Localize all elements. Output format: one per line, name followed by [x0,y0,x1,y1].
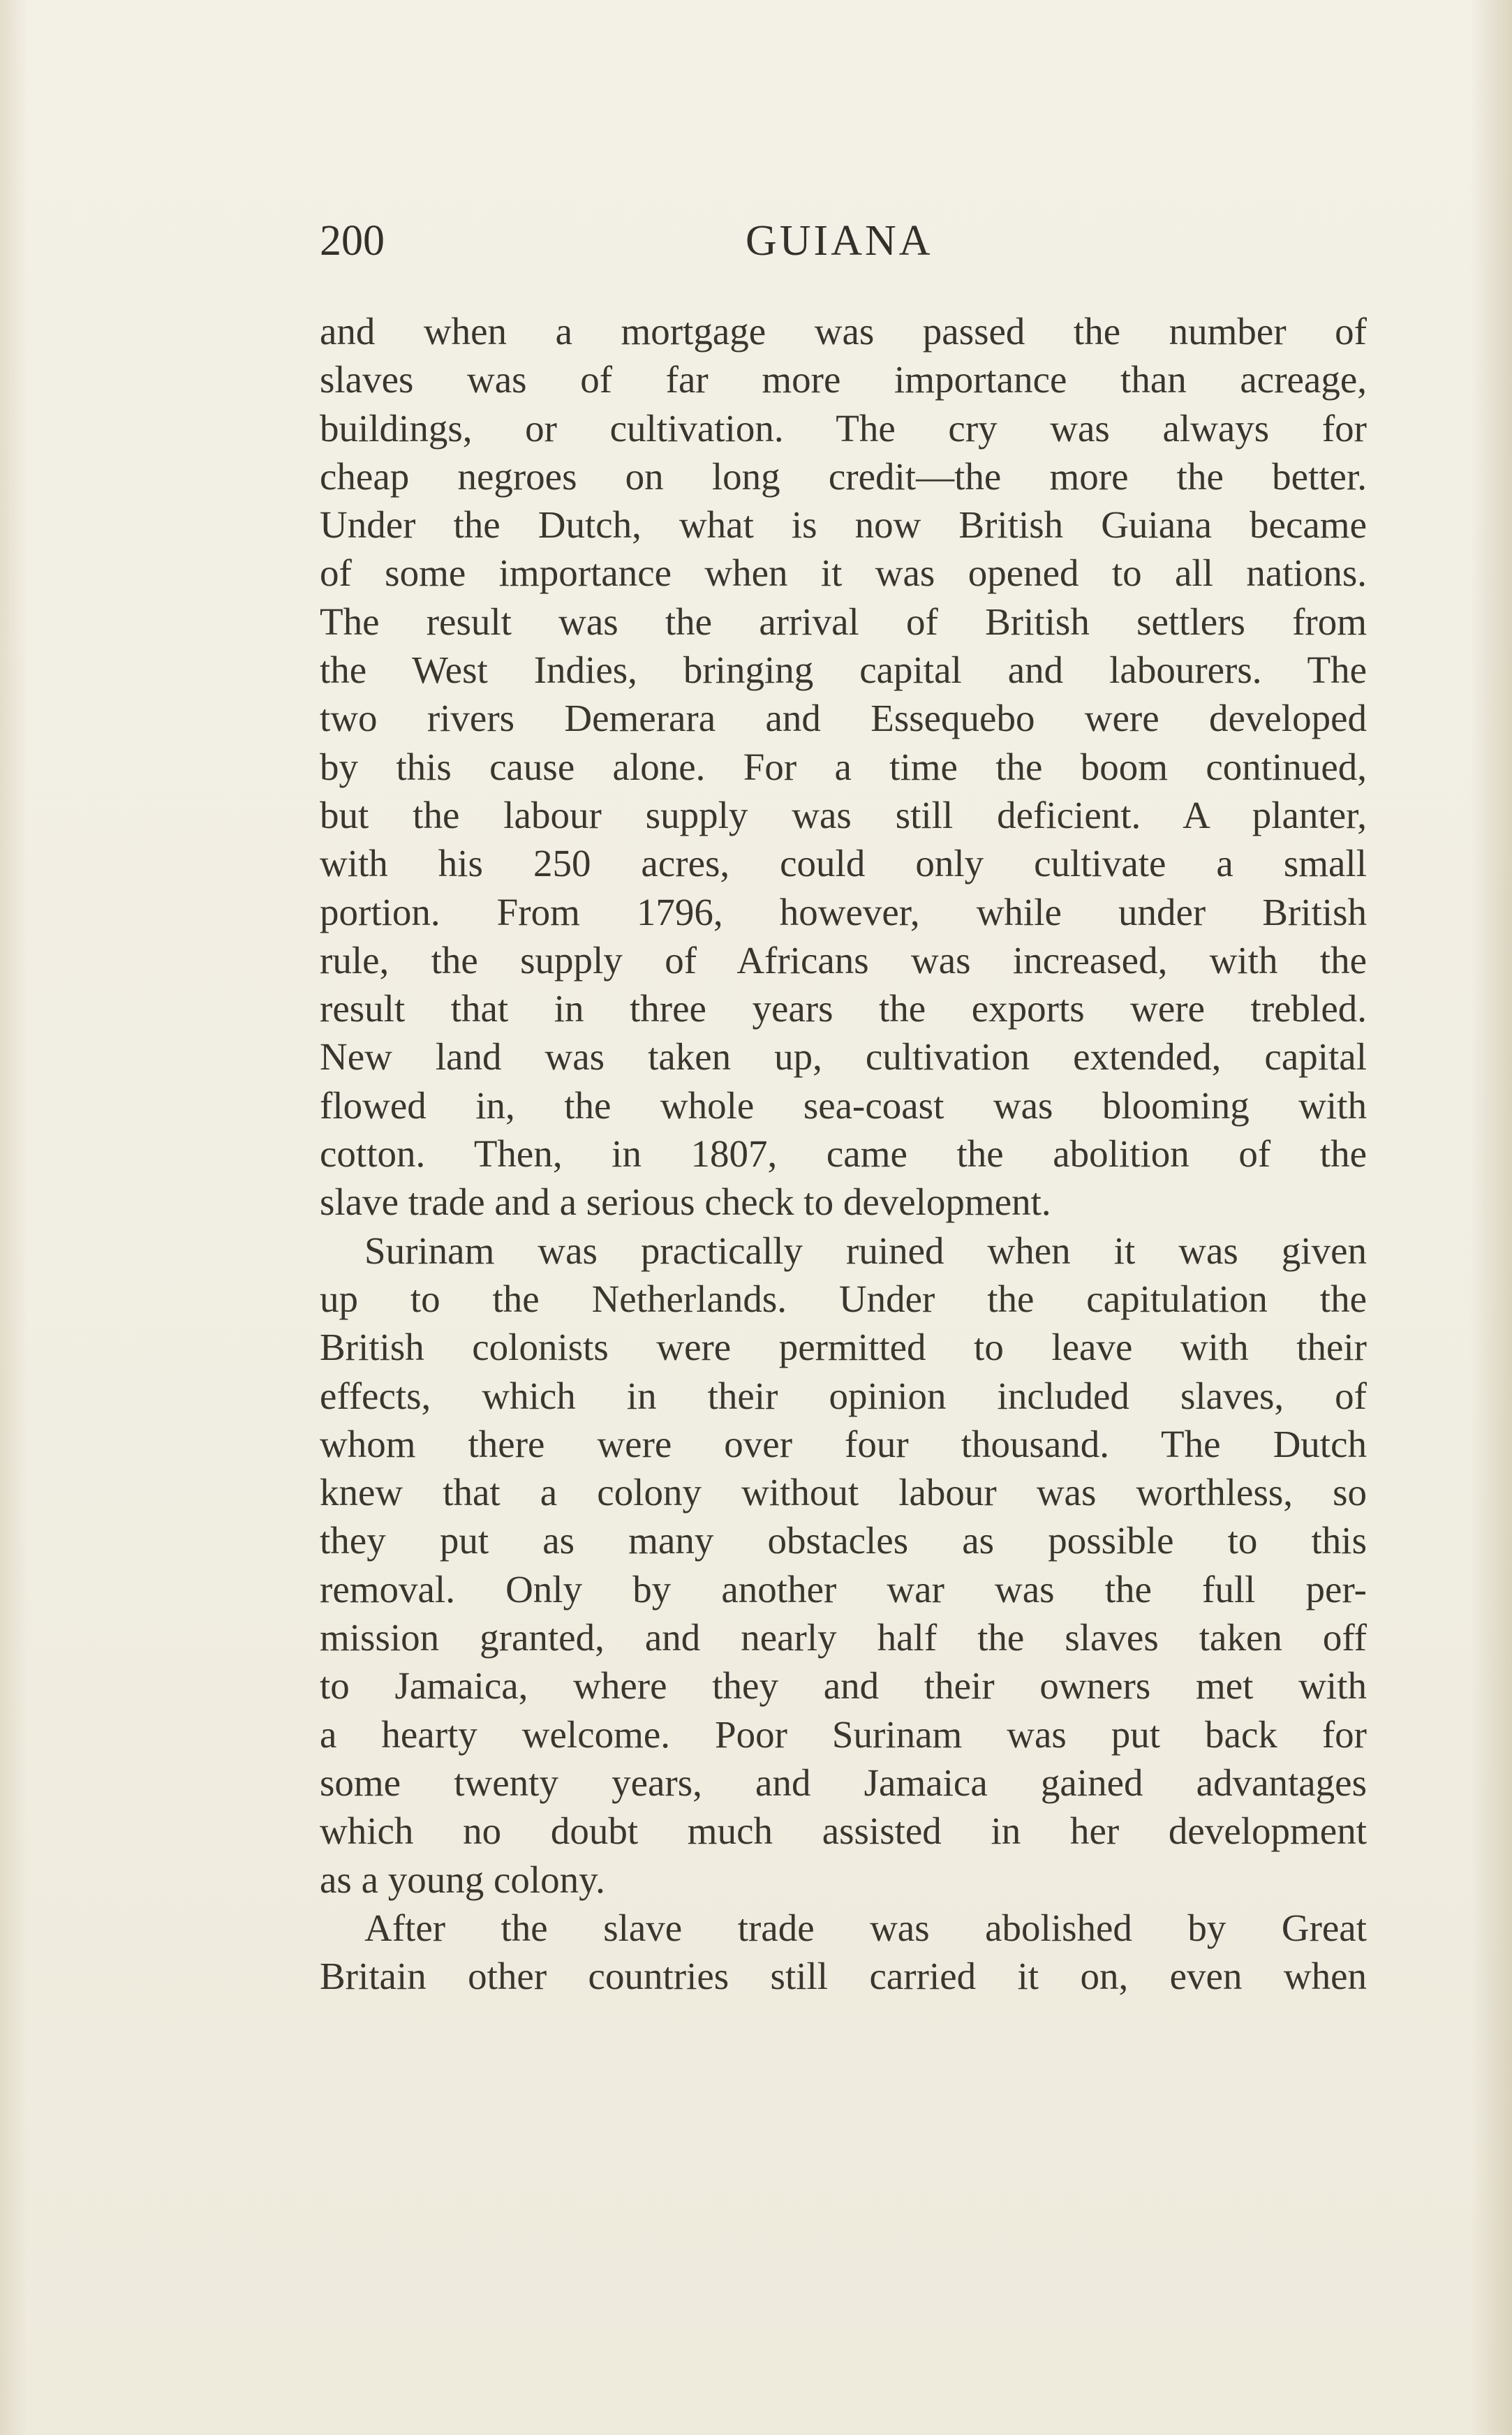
text-line: two rivers Demerara and Essequebo were developed [320,697,1367,740]
text-line: as a young colony. [320,1858,605,1901]
text-line: After the slave trade was abolished by Great [364,1906,1367,1949]
text-line: New land was taken up, cultivation extended, capital [320,1035,1367,1079]
text-line: by this cause alone. For a time the boom continued, [320,745,1367,788]
text-line: rule, the supply of Africans was increased, with the [320,938,1367,982]
text-line: a hearty welcome. Poor Surinam was put back for [320,1712,1367,1756]
text-line: knew that a colony without labour was worthless, so [320,1471,1367,1514]
text-line: cheap negroes on long credit—the more the better. [320,454,1367,498]
text-line: buildings, or cultivation. The cry was always for [320,406,1367,450]
text-line: up to the Netherlands. Under the capitulation the [320,1277,1367,1320]
text-line: effects, which in their opinion included slaves, of [320,1374,1367,1417]
running-head [320,209,1367,272]
text-line: mission granted, and nearly half the slaves taken off [320,1616,1367,1659]
text-line: whom there were over four thousand. The Dutch [320,1422,1367,1465]
text-line: Britain other countries still carried it on, even when [320,1955,1367,1998]
text-line: of some importance when it was opened to all nations. [320,552,1367,595]
text-line: cotton. Then, in 1807, came the abolition of the [320,1132,1367,1176]
text-line: slave trade and a serious check to development. [320,1181,1051,1224]
text-line: The result was the arrival of British settlers from [320,600,1367,643]
text-line: British colonists were permitted to leave with their [320,1326,1367,1369]
running-title: GUIANA [746,217,933,265]
text-line: Under the Dutch, what is now British Guiana became [320,503,1367,547]
text-line: flowed in, the whole sea-coast was blooming with [320,1083,1367,1127]
text-line: removal. Only by another war was the full per- [320,1567,1367,1611]
text-line: slaves was of far more importance than acreage, [320,358,1367,401]
text-line: with his 250 acres, could only cultivate a small [320,842,1367,885]
text-line: Surinam was practically ruined when it was given [364,1229,1367,1272]
text-line: they put as many obstacles as possible to this [320,1519,1367,1562]
page-number: 200 [320,217,385,265]
text-line: which no doubt much assisted in her development [320,1809,1367,1853]
text-line: the West Indies, bringing capital and labourers. The [320,649,1367,692]
body-text [320,307,1367,2000]
text-line: result that in three years the exports were trebled. [320,987,1367,1030]
text-line: portion. From 1796, however, while under British [320,890,1367,933]
text-line: some twenty years, and Jamaica gained advantages [320,1761,1367,1804]
text-line: but the labour supply was still deficient. A planter, [320,793,1367,836]
text-line: to Jamaica, where they and their owners met with [320,1664,1367,1708]
text-line: and when a mortgage was passed the number of [320,310,1367,353]
